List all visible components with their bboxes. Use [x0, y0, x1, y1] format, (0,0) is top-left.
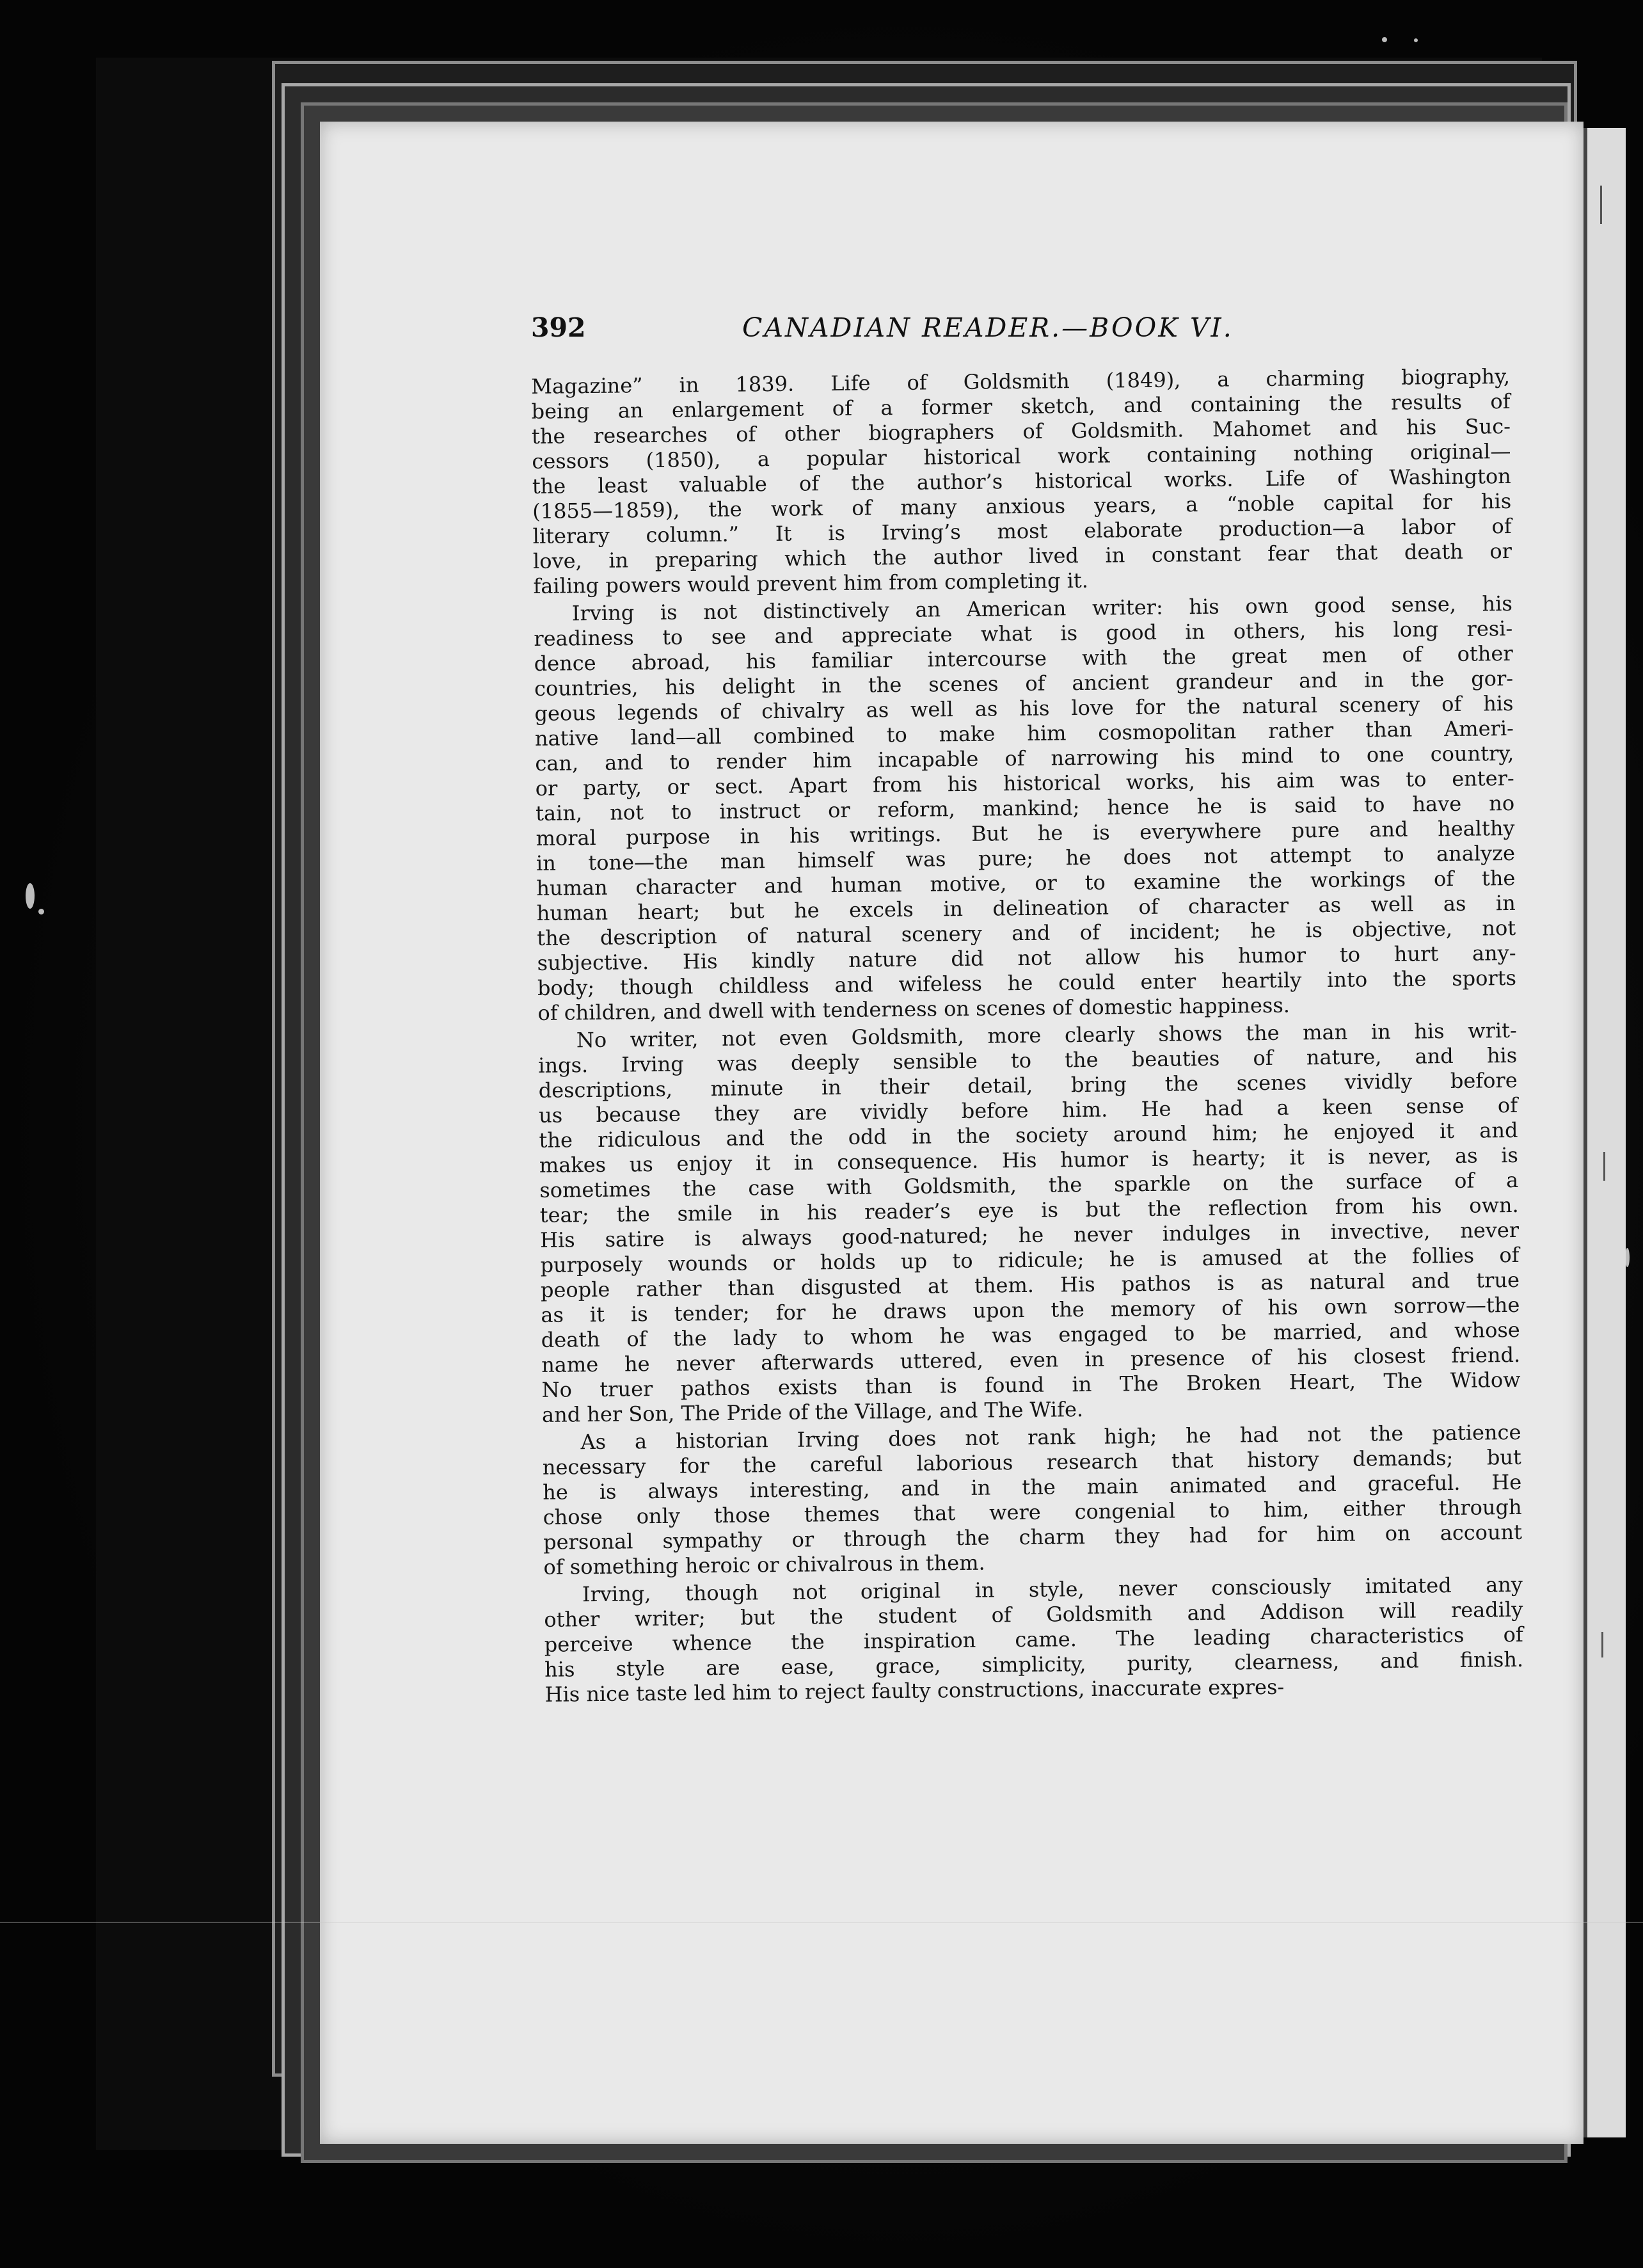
paragraph [544, 1572, 1524, 1707]
text-line: human heart; but he excels in delineation of character as well as in [536, 890, 1516, 925]
text-line: moral purpose in his writings. But he is everywhere pure and healthy [536, 815, 1515, 850]
text-line: Irving, though not original in style, never consciously imitated any [582, 1572, 1523, 1607]
body-text [531, 364, 1527, 1955]
text-line: or party, or sect. Apart from his historical works, his aim was to enter- [535, 765, 1514, 801]
text-line: native land—all combined to make him cosmopolitan rather than Ameri- [534, 715, 1514, 751]
text-line: As a historian Irving does not rank high; he had not the patience [580, 1419, 1521, 1455]
text-line: cessors (1850), a popular historical work containing nothing original— [532, 438, 1511, 474]
text-line: perceive whence the inspiration came. The leading characteristics of [544, 1622, 1523, 1657]
text-line: (1855—1859), the work of many anxious years, a “noble capital for his [532, 488, 1512, 523]
facing-page-edge [1583, 128, 1626, 2137]
text-line: his style are ease, grace, simplicity, purity, clearness, and finish. [544, 1647, 1524, 1682]
dust-speck [1625, 1248, 1630, 1267]
facing-page-mark [1600, 186, 1602, 224]
dust-speck [26, 883, 35, 909]
running-head: CANADIAN READER.—BOOK VI. [742, 312, 1234, 343]
text-line: Magazine” in 1839. Life of Goldsmith (1849), a charming biography, [531, 363, 1511, 399]
text-line: purposely wounds or holds up to ridicule; he is amused at the follies of [540, 1242, 1520, 1277]
text-line: tear; the smile in his reader’s eye is but the reflection from his own. [539, 1192, 1519, 1227]
text-line: in tone—the man himself was pure; he does not attempt to analyze [536, 840, 1516, 875]
text-line: the least valuable of the author’s historical works. Life of Washington [532, 463, 1511, 499]
text-line: as it is tender; for he draws upon the memory of his own sorrow—the [541, 1292, 1520, 1327]
text-line: love, in preparing which the author lived in constant fear that death or [532, 538, 1512, 573]
text-line: Irving is not distinctively an American writer: his own good sense, his [571, 591, 1513, 626]
page-number: 392 [531, 312, 586, 343]
text-line: us because they are vividly before him. He had a keen sense of [538, 1092, 1518, 1128]
text-line: can, and to render him incapable of narrowing his mind to one country, [535, 740, 1514, 776]
text-line: geous legends of chivalry as well as his love for the natural scenery of his [534, 691, 1514, 726]
text-line: of children, and dwell with tenderness on scenes of domestic happiness. [537, 993, 1290, 1025]
text-line: human character and human motive, or to examine the workings of the [536, 865, 1516, 900]
paragraph [538, 1018, 1521, 1428]
facing-page-mark [1601, 1632, 1603, 1657]
text-line: necessary for the careful laborious research that history demands; but [542, 1444, 1522, 1480]
text-line: sometimes the case with Goldsmith, the sparkle on the surface of a [539, 1167, 1519, 1202]
text-line: ings. Irving was deeply sensible to the beauties of nature, and his [538, 1042, 1518, 1078]
text-line: being an enlargement of a former sketch, and containing the results of [531, 388, 1511, 424]
scan-streak [0, 1922, 1643, 1923]
text-line: dence abroad, his familiar intercourse with the great men of other [534, 641, 1513, 676]
text-line: personal sympathy or through the charm they had for him on account [543, 1519, 1523, 1554]
text-line: makes us enjoy it in consequence. His humor is hearty; it is never, as is [539, 1142, 1519, 1178]
text-line: body; though childless and wifeless he could enter heartily into the sports [537, 965, 1517, 1000]
text-line: No truer pathos exists than is found in The Broken Heart, The Widow [541, 1367, 1521, 1402]
text-line: His nice taste led him to reject faulty constructions, inaccurate expres- [544, 1674, 1285, 1707]
text-line: failing powers would prevent him from completing it. [533, 568, 1089, 598]
paragraph [534, 591, 1517, 1026]
text-line: descriptions, minute in their detail, bring the scenes vividly before [538, 1067, 1518, 1103]
text-line: name he never afterwards uttered, even in presence of his closest friend. [541, 1342, 1521, 1377]
text-line: the ridiculous and the odd in the society around him; he enjoyed it and [539, 1117, 1518, 1153]
text-line: he is always interesting, and in the main animated and graceful. He [543, 1469, 1522, 1505]
text-line: the description of natural scenery and of incident; he is objective, not [537, 915, 1516, 950]
text-line: countries, his delight in the scenes of ancient grandeur and in the gor- [534, 666, 1514, 701]
text-line: chose only those themes that were congenial to him, either through [543, 1494, 1522, 1529]
dust-speck [1382, 37, 1387, 42]
text-line: tain, not to instruct or reform, mankind; hence he is said to have no [535, 790, 1515, 826]
page-header [531, 312, 1529, 357]
dust-speck [38, 909, 44, 914]
text-line: the researches of other biographers of Goldsmith. Mahomet and his Suc- [531, 413, 1511, 449]
paragraph [531, 364, 1512, 599]
facing-page-mark [1603, 1152, 1605, 1181]
text-line: other writer; but the student of Goldsmith and Addison will readily [544, 1597, 1523, 1632]
text-line: people rather than disgusted at them. His pathos is as natural and true [540, 1267, 1520, 1302]
text-line: and her Son, The Pride of the Village, and The Wife. [541, 1397, 1084, 1427]
text-line: literary column.” It is Irving’s most elaborate production—a labor of [532, 513, 1512, 548]
text-line: readiness to see and appreciate what is good in others, his long resi- [534, 616, 1513, 651]
text-line: of something heroic or chivalrous in them. [543, 1550, 985, 1579]
text-line: His satire is always good-natured; he never indulges in invective, never [539, 1217, 1520, 1252]
paragraph [542, 1420, 1522, 1580]
dust-speck [1414, 38, 1418, 42]
text-line: No writer, not even Goldsmith, more clearly shows the man in his writ- [576, 1018, 1518, 1053]
text-line: death of the lady to whom he was engaged to be married, and whose [541, 1317, 1520, 1352]
text-line: subjective. His kindly nature did not allow his humor to hurt any- [537, 940, 1516, 975]
